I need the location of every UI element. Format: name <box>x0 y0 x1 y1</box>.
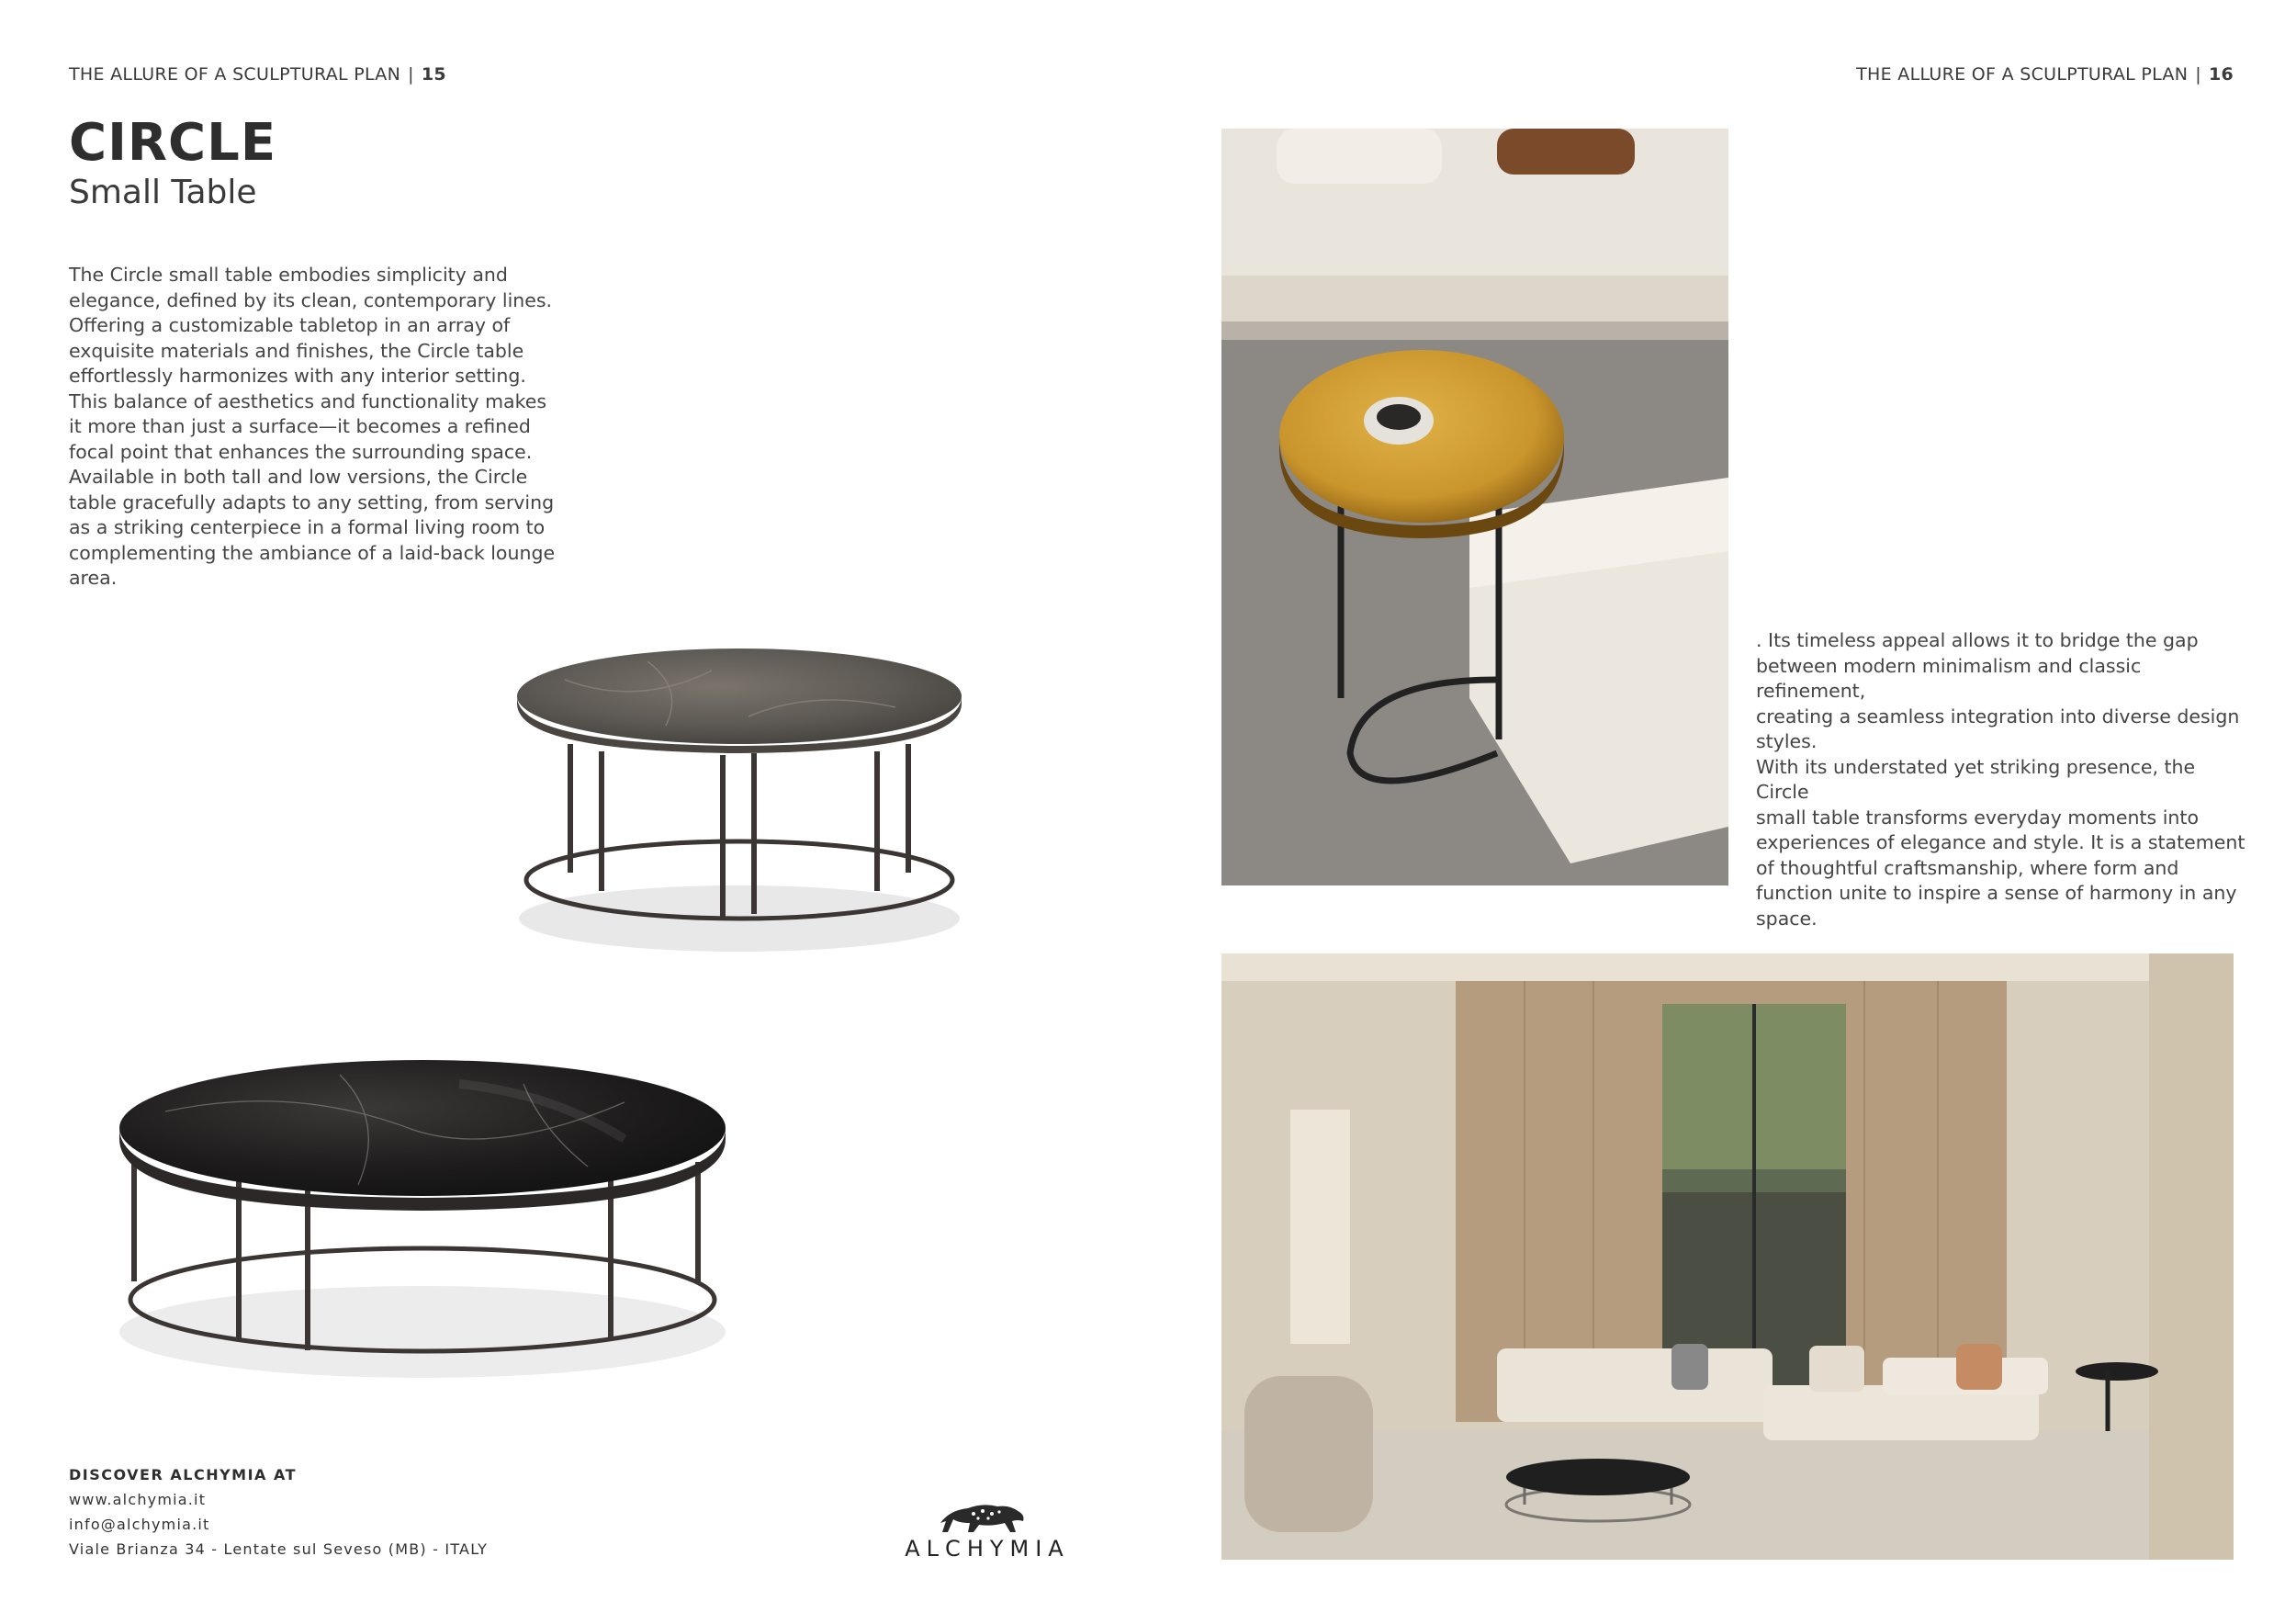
product-title: CIRCLE <box>69 113 277 173</box>
footer-website-link[interactable]: www.alchymia.it <box>69 1491 207 1508</box>
page-number-left: 15 <box>421 64 446 85</box>
page-header-left <box>69 64 446 85</box>
header-separator: | <box>2195 64 2201 85</box>
header-separator: | <box>408 64 414 85</box>
leopard-icon <box>937 1495 1029 1534</box>
footer-heading: DISCOVER ALCHYMIA AT <box>69 1466 298 1483</box>
living-room-photo <box>1221 953 2234 1560</box>
description-right: . Its timeless appeal allows it to bridge the gap between modern minimalism and classic refinement, creating a seamless integration into diverse design styles. With its understated yet striking presence, the Circle small table transforms everyday moments into experiences of elegance and style. It is a statement of thoughtful craftsmanship, where form and function unite to inspire a sense of harmony in any space. <box>1756 629 2245 930</box>
product-subtitle: Small Table <box>69 174 257 211</box>
header-left-title: THE ALLURE OF A SCULPTURAL PLAN <box>69 64 401 85</box>
page-number-right: 16 <box>2208 64 2234 85</box>
footer-email-link[interactable]: info@alchymia.it <box>69 1516 210 1533</box>
gold-side-table-photo <box>1221 129 1728 885</box>
brand-wordmark: ALCHYMIA <box>905 1536 1070 1562</box>
header-right-title: THE ALLURE OF A SCULPTURAL PLAN <box>1856 64 2189 85</box>
grey-marble-table-image <box>510 643 978 955</box>
description-left: The Circle small table embodies simplicity and elegance, defined by its clean, contemporary lines. Offering a customizable tabletop in an array of exquisite materials and finishes, the Circle table effortlessly harmonizes with any interior setting. This balance of aesthetics and functionality makes it more than just a surface—it becomes a refined focal point that enhances the surrounding space. Available in both tall and low versions, the Circle table gracefully adapts to any setting, from serving as a striking centerpiece in a formal living room to complementing the ambiance of a laid-back lounge area. <box>69 264 556 589</box>
page-header-right <box>1856 64 2234 85</box>
footer-address: Viale Brianza 34 - Lentate sul Seveso (MB) - ITALY <box>69 1540 489 1558</box>
black-marble-table-image <box>110 1047 744 1396</box>
